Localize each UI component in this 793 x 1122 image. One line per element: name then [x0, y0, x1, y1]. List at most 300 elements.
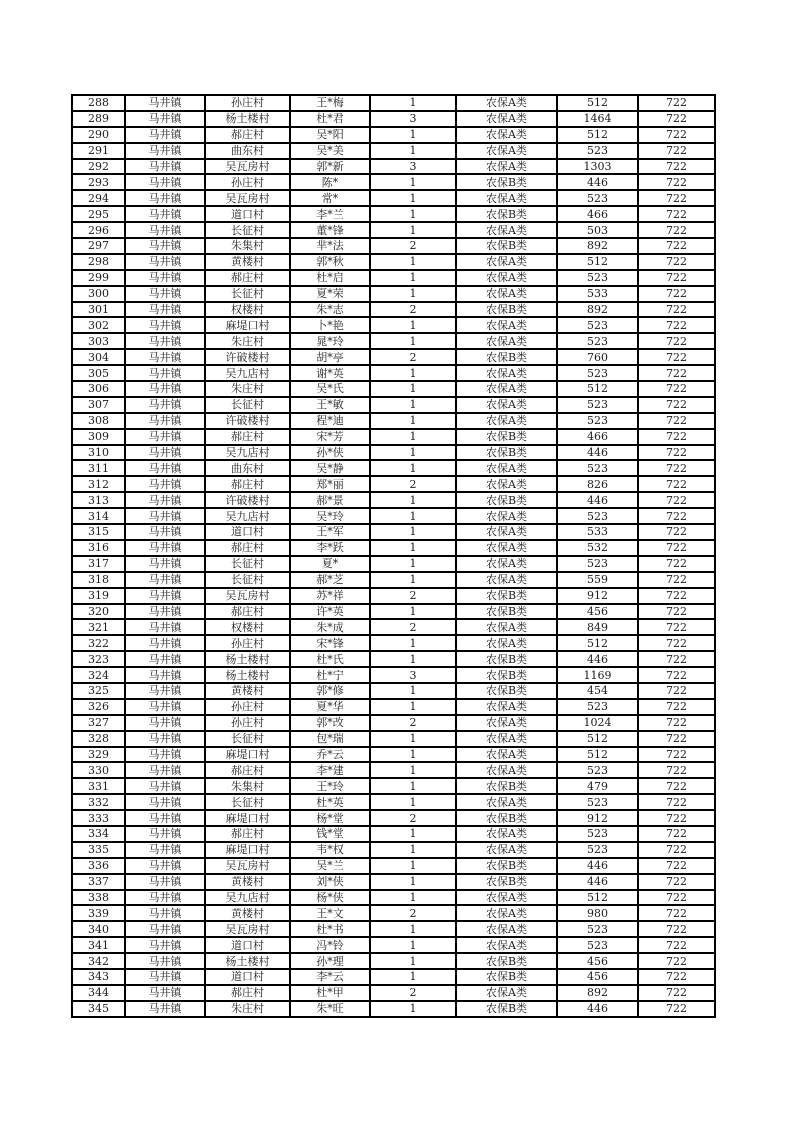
cell-row-number: 297 [72, 238, 125, 254]
cell-amount: 523 [557, 842, 638, 858]
cell-person-count: 1 [370, 143, 456, 159]
cell-category: 农保B类 [456, 492, 557, 508]
cell-person-count: 2 [370, 349, 456, 365]
cell-town: 马井镇 [125, 778, 205, 794]
cell-standard: 722 [638, 858, 715, 874]
cell-amount: 456 [557, 969, 638, 985]
cell-person-name: 杨*侠 [290, 890, 370, 906]
cell-row-number: 320 [72, 604, 125, 620]
cell-standard: 722 [638, 492, 715, 508]
cell-person-count: 1 [370, 524, 456, 540]
cell-standard: 722 [638, 683, 715, 699]
cell-person-count: 1 [370, 190, 456, 206]
cell-village: 权楼村 [205, 619, 290, 635]
cell-standard: 722 [638, 572, 715, 588]
cell-standard: 722 [638, 222, 715, 238]
cell-standard: 722 [638, 460, 715, 476]
cell-row-number: 325 [72, 683, 125, 699]
cell-village: 吴瓦房村 [205, 190, 290, 206]
table-row [72, 413, 715, 429]
table-row [72, 683, 715, 699]
cell-town: 马井镇 [125, 492, 205, 508]
cell-town: 马井镇 [125, 381, 205, 397]
cell-category: 农保A类 [456, 317, 557, 333]
cell-row-number: 322 [72, 635, 125, 651]
cell-person-count: 1 [370, 95, 456, 111]
cell-town: 马井镇 [125, 890, 205, 906]
cell-person-name: 钱*堂 [290, 826, 370, 842]
cell-village: 郝庄村 [205, 985, 290, 1001]
cell-standard: 722 [638, 270, 715, 286]
cell-village: 郝庄村 [205, 826, 290, 842]
cell-town: 马井镇 [125, 206, 205, 222]
cell-standard: 722 [638, 302, 715, 318]
cell-person-name: 卜*艳 [290, 317, 370, 333]
cell-person-count: 2 [370, 985, 456, 1001]
cell-person-count: 1 [370, 460, 456, 476]
cell-village: 道口村 [205, 969, 290, 985]
cell-row-number: 335 [72, 842, 125, 858]
cell-standard: 722 [638, 540, 715, 556]
table-row [72, 540, 715, 556]
cell-village: 道口村 [205, 206, 290, 222]
cell-village: 杨土楼村 [205, 953, 290, 969]
cell-town: 马井镇 [125, 254, 205, 270]
cell-amount: 523 [557, 826, 638, 842]
cell-person-name: 孙*侠 [290, 445, 370, 461]
cell-category: 农保B类 [456, 810, 557, 826]
cell-village: 郝庄村 [205, 540, 290, 556]
table-row [72, 111, 715, 127]
cell-category: 农保A类 [456, 794, 557, 810]
cell-standard: 722 [638, 874, 715, 890]
cell-village: 道口村 [205, 937, 290, 953]
cell-village: 孙庄村 [205, 635, 290, 651]
cell-standard: 722 [638, 731, 715, 747]
cell-town: 马井镇 [125, 619, 205, 635]
cell-category: 农保A类 [456, 333, 557, 349]
cell-standard: 722 [638, 317, 715, 333]
table-row [72, 969, 715, 985]
cell-person-count: 1 [370, 333, 456, 349]
cell-person-count: 1 [370, 397, 456, 413]
table-row [72, 826, 715, 842]
cell-person-name: 李*建 [290, 762, 370, 778]
cell-village: 杨土楼村 [205, 667, 290, 683]
cell-category: 农保B类 [456, 174, 557, 190]
cell-standard: 722 [638, 842, 715, 858]
cell-row-number: 340 [72, 921, 125, 937]
table-row [72, 222, 715, 238]
cell-category: 农保A类 [456, 270, 557, 286]
cell-row-number: 292 [72, 159, 125, 175]
cell-person-count: 1 [370, 254, 456, 270]
cell-category: 农保A类 [456, 842, 557, 858]
cell-category: 农保B类 [456, 604, 557, 620]
cell-category: 农保A类 [456, 762, 557, 778]
cell-village: 黄楼村 [205, 874, 290, 890]
table-row [72, 397, 715, 413]
table-row [72, 604, 715, 620]
cell-category: 农保A类 [456, 921, 557, 937]
cell-person-count: 1 [370, 762, 456, 778]
table-row [72, 524, 715, 540]
cell-amount: 446 [557, 492, 638, 508]
cell-person-name: 夏*荣 [290, 286, 370, 302]
cell-standard: 722 [638, 174, 715, 190]
table-row [72, 95, 715, 111]
cell-amount: 512 [557, 127, 638, 143]
cell-standard: 722 [638, 397, 715, 413]
cell-person-count: 1 [370, 651, 456, 667]
cell-person-name: 杜*君 [290, 111, 370, 127]
cell-standard: 722 [638, 445, 715, 461]
table-row [72, 238, 715, 254]
table-row [72, 731, 715, 747]
cell-person-count: 1 [370, 556, 456, 572]
cell-village: 孙庄村 [205, 174, 290, 190]
table-row [72, 921, 715, 937]
cell-person-name: 王*敏 [290, 397, 370, 413]
cell-person-count: 1 [370, 635, 456, 651]
cell-category: 农保A类 [456, 413, 557, 429]
table-row [72, 460, 715, 476]
cell-person-count: 1 [370, 1001, 456, 1017]
cell-category: 农保B类 [456, 429, 557, 445]
cell-village: 许破楼村 [205, 492, 290, 508]
cell-village: 朱庄村 [205, 1001, 290, 1017]
cell-row-number: 299 [72, 270, 125, 286]
cell-standard: 722 [638, 365, 715, 381]
cell-town: 马井镇 [125, 270, 205, 286]
table-row [72, 381, 715, 397]
cell-row-number: 318 [72, 572, 125, 588]
cell-village: 黄楼村 [205, 254, 290, 270]
cell-row-number: 289 [72, 111, 125, 127]
cell-village: 郝庄村 [205, 429, 290, 445]
cell-town: 马井镇 [125, 222, 205, 238]
cell-town: 马井镇 [125, 810, 205, 826]
cell-person-name: 吴*美 [290, 143, 370, 159]
cell-village: 道口村 [205, 524, 290, 540]
table-row [72, 699, 715, 715]
cell-row-number: 338 [72, 890, 125, 906]
cell-person-count: 1 [370, 174, 456, 190]
cell-amount: 532 [557, 540, 638, 556]
cell-person-count: 1 [370, 969, 456, 985]
cell-amount: 512 [557, 635, 638, 651]
table-row [72, 492, 715, 508]
cell-person-count: 1 [370, 699, 456, 715]
cell-person-name: 郑*丽 [290, 476, 370, 492]
cell-standard: 722 [638, 699, 715, 715]
cell-person-count: 2 [370, 302, 456, 318]
cell-town: 马井镇 [125, 556, 205, 572]
cell-village: 吴瓦房村 [205, 921, 290, 937]
cell-row-number: 294 [72, 190, 125, 206]
cell-person-count: 3 [370, 667, 456, 683]
cell-person-name: 程*迪 [290, 413, 370, 429]
cell-person-count: 1 [370, 365, 456, 381]
cell-person-name: 苏*祥 [290, 588, 370, 604]
cell-person-name: 朱*旺 [290, 1001, 370, 1017]
cell-village: 孙庄村 [205, 715, 290, 731]
cell-category: 农保A类 [456, 286, 557, 302]
cell-person-name: 包*瑞 [290, 731, 370, 747]
cell-person-count: 1 [370, 222, 456, 238]
cell-person-name: 杨*堂 [290, 810, 370, 826]
cell-standard: 722 [638, 810, 715, 826]
cell-person-count: 1 [370, 317, 456, 333]
cell-person-name: 吴*阳 [290, 127, 370, 143]
cell-person-name: 韦*权 [290, 842, 370, 858]
cell-category: 农保A类 [456, 635, 557, 651]
cell-row-number: 301 [72, 302, 125, 318]
cell-village: 孙庄村 [205, 699, 290, 715]
cell-town: 马井镇 [125, 1001, 205, 1017]
table-row [72, 143, 715, 159]
cell-town: 马井镇 [125, 651, 205, 667]
cell-town: 马井镇 [125, 302, 205, 318]
table-row [72, 429, 715, 445]
cell-amount: 446 [557, 174, 638, 190]
cell-town: 马井镇 [125, 127, 205, 143]
table-row [72, 762, 715, 778]
cell-person-name: 吴*静 [290, 460, 370, 476]
cell-row-number: 324 [72, 667, 125, 683]
cell-category: 农保A类 [456, 890, 557, 906]
cell-category: 农保A类 [456, 127, 557, 143]
cell-person-name: 陈* [290, 174, 370, 190]
cell-town: 马井镇 [125, 143, 205, 159]
table-row [72, 874, 715, 890]
cell-row-number: 319 [72, 588, 125, 604]
table-row [72, 476, 715, 492]
cell-person-name: 王*玲 [290, 778, 370, 794]
cell-category: 农保A类 [456, 508, 557, 524]
cell-person-name: 吴*玲 [290, 508, 370, 524]
cell-standard: 722 [638, 254, 715, 270]
cell-amount: 523 [557, 556, 638, 572]
cell-row-number: 337 [72, 874, 125, 890]
cell-row-number: 317 [72, 556, 125, 572]
cell-person-name: 宋*锋 [290, 635, 370, 651]
cell-town: 马井镇 [125, 747, 205, 763]
cell-row-number: 326 [72, 699, 125, 715]
cell-village: 曲东村 [205, 460, 290, 476]
cell-person-count: 1 [370, 731, 456, 747]
cell-category: 农保A类 [456, 95, 557, 111]
cell-town: 马井镇 [125, 604, 205, 620]
cell-person-count: 2 [370, 619, 456, 635]
table-row [72, 858, 715, 874]
cell-person-name: 吴*兰 [290, 858, 370, 874]
table-row [72, 667, 715, 683]
cell-town: 马井镇 [125, 95, 205, 111]
cell-standard: 722 [638, 651, 715, 667]
table-row [72, 890, 715, 906]
cell-amount: 912 [557, 588, 638, 604]
cell-town: 马井镇 [125, 190, 205, 206]
cell-person-name: 郭*修 [290, 683, 370, 699]
cell-amount: 512 [557, 747, 638, 763]
cell-category: 农保A类 [456, 985, 557, 1001]
cell-category: 农保B类 [456, 778, 557, 794]
cell-town: 马井镇 [125, 397, 205, 413]
table-row [72, 174, 715, 190]
cell-village: 长征村 [205, 286, 290, 302]
cell-amount: 912 [557, 810, 638, 826]
cell-standard: 722 [638, 143, 715, 159]
cell-person-count: 1 [370, 572, 456, 588]
cell-row-number: 312 [72, 476, 125, 492]
cell-category: 农保B类 [456, 969, 557, 985]
cell-row-number: 315 [72, 524, 125, 540]
cell-standard: 722 [638, 238, 715, 254]
cell-category: 农保A类 [456, 190, 557, 206]
cell-standard: 722 [638, 604, 715, 620]
table-row [72, 508, 715, 524]
table-row [72, 747, 715, 763]
cell-row-number: 306 [72, 381, 125, 397]
cell-row-number: 344 [72, 985, 125, 1001]
cell-person-name: 许*英 [290, 604, 370, 620]
cell-town: 马井镇 [125, 238, 205, 254]
cell-category: 农保A类 [456, 476, 557, 492]
cell-standard: 722 [638, 1001, 715, 1017]
cell-row-number: 310 [72, 445, 125, 461]
cell-person-count: 2 [370, 238, 456, 254]
cell-village: 郝庄村 [205, 476, 290, 492]
cell-row-number: 291 [72, 143, 125, 159]
cell-village: 郝庄村 [205, 127, 290, 143]
cell-amount: 446 [557, 445, 638, 461]
cell-amount: 1024 [557, 715, 638, 731]
cell-standard: 722 [638, 95, 715, 111]
cell-person-name: 王*文 [290, 905, 370, 921]
cell-village: 朱庄村 [205, 333, 290, 349]
cell-village: 朱集村 [205, 778, 290, 794]
cell-standard: 722 [638, 667, 715, 683]
cell-amount: 523 [557, 333, 638, 349]
cell-village: 孙庄村 [205, 95, 290, 111]
cell-town: 马井镇 [125, 111, 205, 127]
cell-village: 曲东村 [205, 143, 290, 159]
cell-person-count: 1 [370, 747, 456, 763]
cell-person-name: 郭*新 [290, 159, 370, 175]
cell-standard: 722 [638, 762, 715, 778]
cell-category: 农保A类 [456, 111, 557, 127]
cell-person-count: 1 [370, 206, 456, 222]
cell-row-number: 305 [72, 365, 125, 381]
table-body [72, 95, 715, 1017]
cell-row-number: 341 [72, 937, 125, 953]
cell-category: 农保A类 [456, 397, 557, 413]
cell-category: 农保A类 [456, 572, 557, 588]
cell-person-name: 冯*铃 [290, 937, 370, 953]
cell-amount: 456 [557, 953, 638, 969]
cell-village: 许破楼村 [205, 413, 290, 429]
cell-amount: 892 [557, 302, 638, 318]
cell-category: 农保A类 [456, 619, 557, 635]
cell-person-name: 杜*宁 [290, 667, 370, 683]
cell-category: 农保B类 [456, 238, 557, 254]
cell-standard: 722 [638, 159, 715, 175]
cell-person-count: 2 [370, 810, 456, 826]
cell-category: 农保A类 [456, 159, 557, 175]
cell-town: 马井镇 [125, 174, 205, 190]
table-row [72, 635, 715, 651]
cell-town: 马井镇 [125, 365, 205, 381]
cell-category: 农保A类 [456, 715, 557, 731]
cell-amount: 533 [557, 286, 638, 302]
table-row [72, 365, 715, 381]
cell-person-name: 杜*氏 [290, 651, 370, 667]
cell-row-number: 290 [72, 127, 125, 143]
cell-amount: 479 [557, 778, 638, 794]
table-row [72, 333, 715, 349]
cell-row-number: 316 [72, 540, 125, 556]
cell-village: 权楼村 [205, 302, 290, 318]
cell-amount: 523 [557, 699, 638, 715]
cell-amount: 892 [557, 238, 638, 254]
cell-standard: 722 [638, 556, 715, 572]
cell-standard: 722 [638, 190, 715, 206]
cell-row-number: 333 [72, 810, 125, 826]
cell-row-number: 313 [72, 492, 125, 508]
cell-row-number: 288 [72, 95, 125, 111]
cell-amount: 512 [557, 381, 638, 397]
cell-amount: 523 [557, 921, 638, 937]
cell-row-number: 308 [72, 413, 125, 429]
cell-amount: 1169 [557, 667, 638, 683]
cell-row-number: 296 [72, 222, 125, 238]
cell-amount: 523 [557, 317, 638, 333]
cell-standard: 722 [638, 619, 715, 635]
cell-town: 马井镇 [125, 953, 205, 969]
cell-person-name: 刘*侠 [290, 874, 370, 890]
cell-row-number: 300 [72, 286, 125, 302]
cell-village: 长征村 [205, 731, 290, 747]
table-row [72, 286, 715, 302]
cell-person-count: 1 [370, 429, 456, 445]
cell-person-name: 郝*景 [290, 492, 370, 508]
cell-category: 农保B类 [456, 667, 557, 683]
cell-person-count: 1 [370, 842, 456, 858]
cell-person-name: 李*跃 [290, 540, 370, 556]
cell-town: 马井镇 [125, 508, 205, 524]
table-row [72, 588, 715, 604]
cell-town: 马井镇 [125, 715, 205, 731]
cell-row-number: 342 [72, 953, 125, 969]
cell-category: 农保B类 [456, 1001, 557, 1017]
cell-person-name: 朱*成 [290, 619, 370, 635]
cell-village: 郝庄村 [205, 762, 290, 778]
cell-standard: 722 [638, 905, 715, 921]
cell-row-number: 309 [72, 429, 125, 445]
cell-person-name: 李*云 [290, 969, 370, 985]
cell-person-count: 2 [370, 715, 456, 731]
cell-town: 马井镇 [125, 826, 205, 842]
cell-town: 马井镇 [125, 445, 205, 461]
cell-person-name: 杜*书 [290, 921, 370, 937]
cell-standard: 722 [638, 476, 715, 492]
cell-person-count: 1 [370, 683, 456, 699]
table-row [72, 254, 715, 270]
table-row [72, 619, 715, 635]
cell-village: 杨土楼村 [205, 651, 290, 667]
cell-town: 马井镇 [125, 921, 205, 937]
